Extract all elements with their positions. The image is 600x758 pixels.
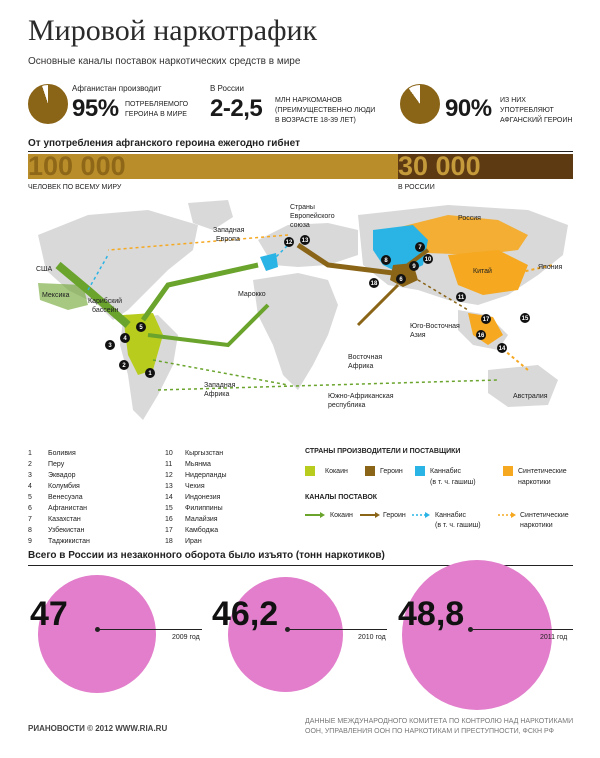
legend-synthetic-label-2: наркотики [518,479,551,486]
legend-producers-header: СТРАНЫ ПРОИЗВОДИТЕЛИ И ПОСТАВЩИКИ [305,448,461,455]
svg-text:5: 5 [139,325,143,331]
legend-num: 3 [28,472,32,479]
map-label-west-africa-1: Западная [204,382,236,389]
svg-text:1: 1 [148,371,152,377]
seized-2011-year: 2011 год [540,634,568,641]
map-label-caribbean-1: Карибский [88,298,123,305]
map-label-morocco: Марокко [238,291,266,298]
legend-channels-header: КАНАЛЫ ПОСТАВОК [305,494,378,501]
svg-text:17: 17 [482,317,490,323]
legend-heroin-swatch [365,466,375,476]
legend-num: 5 [28,494,32,501]
svg-text:13: 13 [301,238,309,244]
legend-country: Кыргызстан [185,450,224,457]
legend-num: 13 [165,483,173,490]
map-label-east-africa-2: Африка [348,363,374,370]
map-label-eu-2: Европейского [290,213,335,220]
legend-channel-cannabis-label-2: (в т. ч. гашиш) [435,522,481,529]
map-label-mexico: Мексика [42,292,70,299]
deaths-russia-caption: В РОССИИ [398,184,435,191]
seized-2011-line [470,629,573,630]
map-label-south-africa-2: республика [328,402,366,409]
seized-2009-year: 2009 год [172,634,200,641]
svg-text:9: 9 [412,264,416,270]
svg-text:2: 2 [122,363,126,369]
legend-num: 11 [165,461,173,468]
map-label-western-europe-1: Западная [213,227,245,234]
russia-addicts-caption-3: В ВОЗРАСТЕ 18-39 ЛЕТ) [275,117,356,124]
legend-num: 14 [165,494,173,501]
map-label-west-africa-2: Африка [204,391,230,398]
legend-channel-heroin-label: Героин [383,512,406,519]
map-label-south-africa-1: Южно-Африканская [328,393,394,400]
legend-country: Венесуэла [48,494,83,501]
deaths-russia-value: 30 000 [398,151,481,181]
ria-logo: РИАНОВОСТИ © 2012 WWW.RIA.RU [28,724,168,733]
heroin-users-percent: 90% [445,95,492,122]
legend-heroin-label: Героин [380,468,403,475]
svg-text:10: 10 [424,257,432,263]
afghan-production-pie-icon [28,84,68,124]
map-label-se-asia-1: Юго-Восточная [410,323,460,330]
svg-text:16: 16 [477,333,485,339]
seized-header: Всего в России из незаконного оборота было изъято (тонн наркотиков) [28,550,385,561]
map-label-usa: США [36,266,53,273]
legend-country: Мьянма [185,461,211,468]
legend-num: 7 [28,516,32,523]
legend-country: Иран [185,538,202,545]
legend-num: 2 [28,461,32,468]
russia-addicts-caption-2: (ПРЕИМУЩЕСТВЕННО ЛЮДИ [275,107,376,114]
svg-text:8: 8 [384,258,388,264]
map-label-china: Китай [473,268,492,275]
legend-channel-cannabis-label-1: Каннабис [435,512,467,519]
seized-2010-line [287,629,387,630]
svg-text:12: 12 [285,240,293,246]
map-label-se-asia-2: Азия [410,332,426,339]
map-label-western-europe-2: Европа [216,236,240,243]
heroin-users-pie-icon [400,84,440,124]
source-note: ДАННЫЕ МЕЖДУНАРОДНОГО КОМИТЕТА ПО КОНТРОЛЮ НАД НАРКОТИКАМИ ООН, УПРАВЛЕНИЯ ООН ПО НАРКОТИКАМ И ПРЕСТУПНОСТИ, ФСКН РФ [305,718,574,735]
legend-country: Казахстан [48,516,81,523]
legend-num: 4 [28,483,32,490]
legend-country: Чехия [185,483,205,490]
svg-text:11: 11 [457,295,465,301]
svg-text:6: 6 [399,277,403,283]
legend-country: Нидерланды [185,472,227,479]
svg-text:15: 15 [521,316,529,322]
legend-country: Колумбия [48,483,80,490]
legend-num: 15 [165,505,173,512]
heroin-users-caption-3: АФГАНСКИЙ ГЕРОИН [500,117,573,124]
legend-num: 17 [165,527,173,534]
russia-addicts-value: 2-2,5 [210,95,263,122]
legend-cannabis-swatch [415,466,425,476]
legend-synthetic-swatch [503,466,513,476]
afghan-stat-caption-2: ГЕРОИНА В МИРЕ [125,111,187,118]
seized-2009-line [97,629,202,630]
map-label-east-africa-1: Восточная [348,354,383,361]
deaths-world-value: 100 000 [28,151,126,181]
page-subtitle: Основные каналы поставок наркотических средств в мире [28,56,301,67]
seized-2009-value: 47 [30,595,68,633]
page-title: Мировой наркотрафик [28,14,318,47]
map-label-eu-1: Страны [290,204,315,211]
map-label-australia: Австралия [513,393,548,400]
legend-num: 9 [28,538,32,545]
svg-text:4: 4 [123,336,127,342]
legend-num: 8 [28,527,32,534]
russia-addicts-label: В России [210,84,244,93]
legend-cannabis-label-2: (в т. ч. гашиш) [430,479,476,486]
deaths-world-caption: ЧЕЛОВЕК ПО ВСЕМУ МИРУ [28,184,122,191]
map-label-japan: Япония [538,264,563,271]
legend-country: Камбоджа [185,527,219,534]
legend-cocaine-label: Кокаин [325,468,348,475]
afghan-stat-label: Афганистан производит [72,84,162,93]
seized-2011-value: 48,8 [398,595,465,633]
heroin-users-caption-2: УПОТРЕБЛЯЮТ [500,107,554,114]
svg-text:18: 18 [370,281,378,287]
legend-num: 10 [165,450,173,457]
legend-country: Индонезия [185,494,221,501]
legend-country: Узбекистан [48,527,85,534]
world-map [28,195,573,430]
legend-cannabis-label-1: Каннабис [430,468,462,475]
legend-country: Эквадор [48,472,76,479]
afghan-stat-percent: 95% [72,95,119,122]
heroin-users-caption-1: ИЗ НИХ [500,97,526,104]
afghan-stat-caption-1: ПОТРЕБЛЯЕМОГО [125,101,189,108]
legend-country: Перу [48,461,65,468]
legend-synthetic-label-1: Синтетические [518,468,567,475]
legend-num: 6 [28,505,32,512]
legend-country: Таджикистан [48,538,90,545]
legend-num: 12 [165,472,173,479]
seized-2009-circle [38,575,156,693]
legend-channel-synthetic-label-1: Синтетические [520,512,569,519]
legend-channel-cocaine-label: Кокаин [330,512,353,519]
seized-2010-value: 46,2 [212,595,279,633]
map-label-eu-3: союза [290,222,310,229]
seized-2011-circle [402,560,552,710]
legend-country: Филиппины [185,505,223,512]
map-label-russia: Россия [458,215,481,222]
legend-num: 1 [28,450,32,457]
legend-channel-synthetic-label-2: наркотики [520,522,553,529]
legend-country: Малайзия [185,516,218,523]
russia-addicts-caption-1: МЛН НАРКОМАНОВ [275,97,342,104]
legend-cocaine-swatch [305,466,315,476]
svg-text:14: 14 [498,346,506,352]
svg-text:7: 7 [418,245,422,251]
legend-country: Афганистан [48,505,87,512]
svg-text:3: 3 [108,343,112,349]
legend-num: 16 [165,516,173,523]
seized-2010-year: 2010 год [358,634,386,641]
map-label-caribbean-2: бассейн [92,307,119,314]
legend-country: Боливия [48,450,76,457]
deaths-header: От употребления афганского героина ежегодно гибнет [28,138,300,149]
legend-num: 18 [165,538,173,545]
